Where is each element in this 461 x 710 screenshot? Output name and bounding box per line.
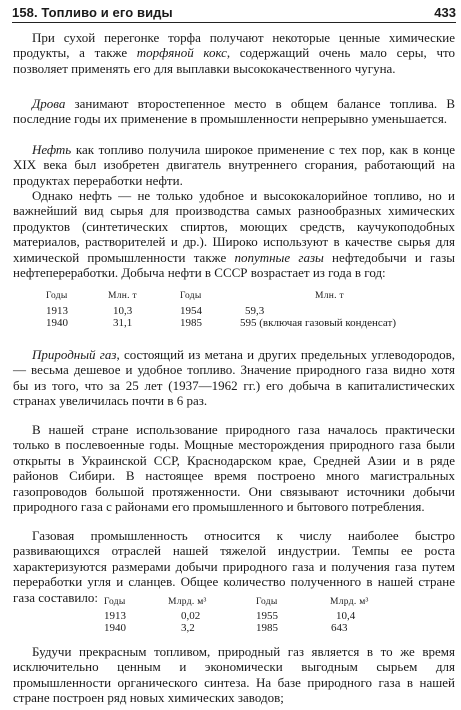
paragraph-text: , содержащий очень мало серы, что позволяет применять его для выплавки высококачественного чугуна. xyxy=(13,45,455,76)
table-cell: 1940 xyxy=(46,317,68,329)
emphasis-term: попутные газы xyxy=(234,249,324,265)
table-cell: 31,1 xyxy=(113,317,133,329)
oil-production-table xyxy=(0,290,461,330)
emphasis-term: торфяной кокс xyxy=(136,45,227,61)
table-header: Годы xyxy=(180,291,202,301)
table-cell: 1913 xyxy=(46,305,68,317)
table-header: Млрд. м³ xyxy=(330,597,369,607)
table-cell: 1955 xyxy=(256,610,278,622)
paragraph-oil-raw-material xyxy=(13,188,455,280)
running-header xyxy=(12,4,456,24)
table-header: Млрд. м³ xyxy=(168,597,207,607)
emphasis-term: Природный газ xyxy=(32,347,117,362)
paragraph-text: нефтедобычи и газы нефтепереработки. Добыча нефти в СССР возрастает из года в год: xyxy=(13,249,456,281)
paragraph-text: Будучи прекрасным топливом, природный газ является в то же время исключительно ценным и экономически выгодным сырьем для промышленности органического синтеза. На базе природного газа в нашей стране построен ряд новых химических заводов; xyxy=(13,644,455,706)
gas-production-table xyxy=(0,596,461,636)
table-header: Годы xyxy=(46,291,68,301)
paragraph-text: Газовая промышленность относится к числу наиболее быстро развивающихся отраслей нашей тяжелой индустрии. Темпы ее роста характеризуются размерами добычи природного газа и получения газа путем переработки угля и сланцев. Общее количество полученного в нашей стране газа составило: xyxy=(13,528,455,605)
paragraph-text: Однако нефть — не только удобное и высококалорийное топливо, но и важнейший вид сырья для производства самых разнообразных химических продуктов (синтетических спиртов, моющих средств, каучукоподобных материалов, растворителей и др.). Широко используют в качестве сырья для химической промышленности также xyxy=(13,188,455,265)
paragraph-gas-raw-material xyxy=(13,644,455,706)
paragraph-text: , состоящий из метана и других предельных углеводородов, — весьма дешевое и удобное топливо. Значение природного газа видно хотя бы из того, что за 25 лет (1937—1962 гг.) его добыча в капиталистических странах увеличилась почти в 6 раз. xyxy=(13,347,455,409)
paragraph-text: При сухой перегонке торфа получают некоторые ценные химические продукты, а также xyxy=(13,30,455,61)
paragraph-natural-gas xyxy=(13,347,455,409)
paragraph-peat xyxy=(13,30,455,76)
paragraph-firewood xyxy=(13,96,455,127)
table-cell: 1954 xyxy=(180,305,202,317)
paragraph-gas-industry xyxy=(13,528,455,605)
paragraph-gas-ussr xyxy=(13,422,455,514)
paragraph-text: как топливо получила широкое применение с тех пор, как в конце XIX века был изобретен двигатель внутреннего сгорания, работающий на продуктах переработки нефти. xyxy=(13,142,455,188)
table-cell: 10,4 xyxy=(336,610,356,622)
emphasis-term: Дрова xyxy=(32,96,66,111)
table-header: Млн. т xyxy=(108,291,137,301)
table-cell: 1913 xyxy=(104,610,126,622)
table-header: Млн. т xyxy=(315,291,344,301)
table-cell: 1985 xyxy=(256,622,278,634)
emphasis-term: Нефть xyxy=(32,142,72,157)
table-cell: 3,2 xyxy=(181,622,195,634)
table-cell: 0,02 xyxy=(181,610,201,622)
paragraph-oil xyxy=(13,142,455,188)
header-rule xyxy=(12,22,456,23)
table-header: Годы xyxy=(256,597,278,607)
table-header: Годы xyxy=(104,597,126,607)
table-cell: 1940 xyxy=(104,622,126,634)
section-title: 158. Топливо и его виды xyxy=(12,5,173,20)
table-cell: 1985 xyxy=(180,317,202,329)
paragraph-text: занимают второстепенное место в общем балансе топлива. В последние годы их применение в промышленности непрерывно уменьшается. xyxy=(13,96,455,127)
table-cell: 643 xyxy=(331,622,348,634)
table-cell: 10,3 xyxy=(113,305,133,317)
table-cell: 595 (включая газовый конденсат) xyxy=(240,317,396,329)
paragraph-text: В нашей стране использование природного газа началось практически только в послевоенные годы. Мощные месторождения природного газа были открыты в Украинской ССР, Краснодарском крае, Средней Азии и в ряде районов Сибири. В настоящее время построено много магистральных газопроводов большой протяженности. Они связывают источники добычи природного газа с районами его промышленного и бытового потребления. xyxy=(13,422,455,515)
page-number: 433 xyxy=(434,5,456,20)
table-cell: 59,3 xyxy=(245,305,265,317)
